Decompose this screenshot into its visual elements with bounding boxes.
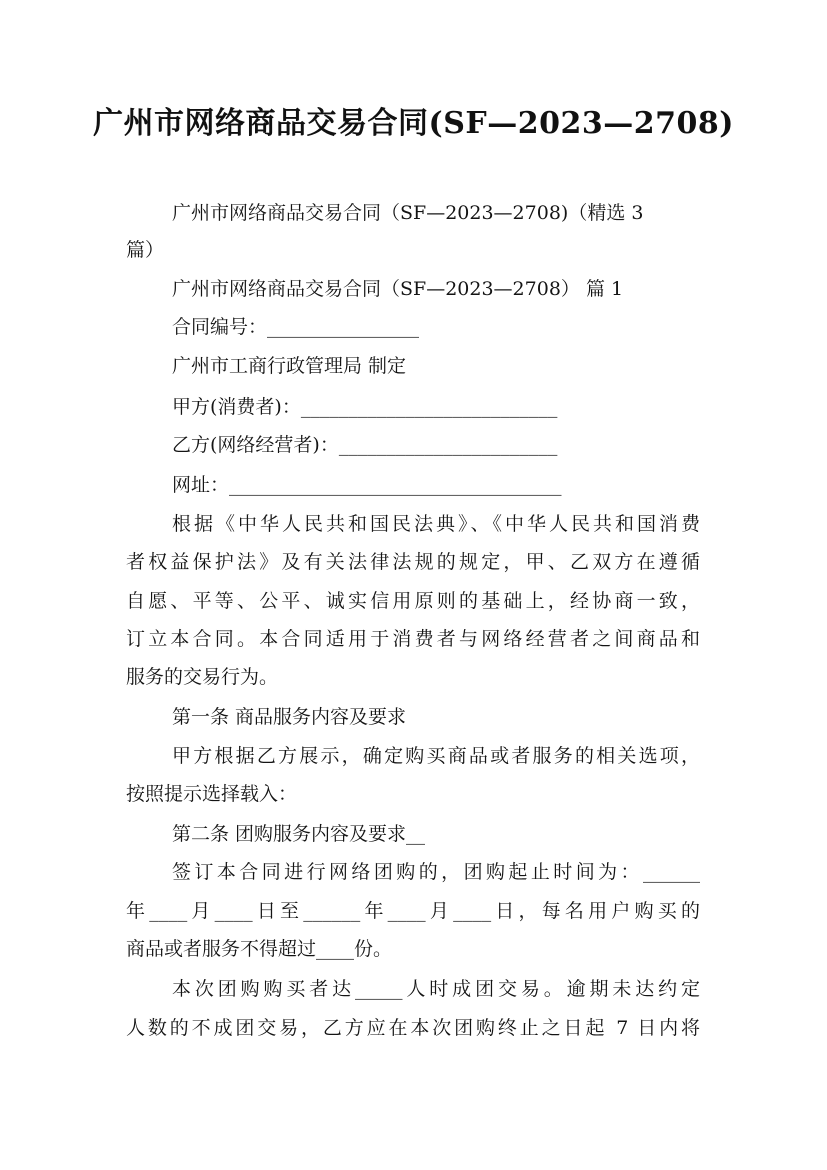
paragraph-line: 本次团购购买者达_____人时成团交易。逾期未达约定 — [172, 978, 700, 1000]
contract-number-field: 合同编号：________________ — [172, 316, 420, 338]
paragraph-line: 人数的不成团交易，乙方应在本次团购终止之日起 7 日内将 — [126, 1017, 700, 1039]
party-b-field: 乙方(网络经营者)：_______________________ — [172, 434, 558, 456]
issuer-line: 广州市工商行政管理局 制定 — [172, 355, 407, 377]
article-1-heading: 第一条 商品服务内容及要求 — [172, 706, 407, 728]
paragraph-line: 年____月____日至______年____月____日，每名用户购买的 — [126, 900, 700, 922]
subtitle-line: 广州市网络商品交易合同（SF—2023—2708)（精选 3 — [172, 202, 644, 224]
party-a-field: 甲方(消费者)：___________________________ — [172, 396, 558, 418]
paragraph-line: 者权益保护法》及有关法律法规的规定，甲、乙双方在遵循 — [126, 551, 700, 573]
website-field: 网址：___________________________________ — [172, 474, 562, 496]
paragraph-line: 订立本合同。本合同适用于消费者与网络经营者之间商品和 — [126, 628, 700, 650]
paragraph-line: 甲方根据乙方展示，确定购买商品或者服务的相关选项， — [172, 745, 700, 767]
paragraph-line: 根据《中华人民共和国民法典》、《中华人民共和国消费 — [172, 513, 700, 535]
paragraph-line: 服务的交易行为。 — [126, 666, 279, 688]
subtitle-line-cont: 篇） — [126, 239, 165, 261]
article-2-heading: 第二条 团购服务内容及要求__ — [172, 823, 426, 845]
paragraph-line: 自愿、平等、公平、诚实信用原则的基础上，经协商一致， — [126, 590, 700, 612]
paragraph-line: 商品或者服务不得超过____份。 — [126, 938, 393, 960]
document-title: 广州市网络商品交易合同(SF—2023—2708) — [93, 106, 734, 141]
paragraph-line: 签订本合同进行网络团购的，团购起止时间为：______ — [172, 861, 700, 883]
paragraph-line: 按照提示选择载入： — [126, 783, 298, 805]
article-heading: 广州市网络商品交易合同（SF—2023—2708） 篇 1 — [172, 278, 624, 300]
